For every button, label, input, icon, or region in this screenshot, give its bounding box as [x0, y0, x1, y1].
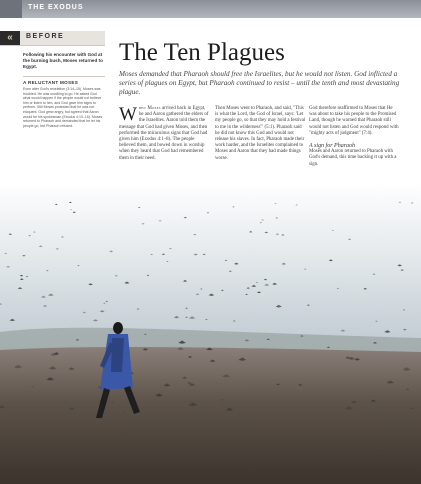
column-3-text-2: Moses and Aaron returned to Pharaoh with God's demand, this time backing it up with a sign. — [309, 149, 397, 167]
sidebar-reluctant — [23, 80, 105, 128]
article-column-3 — [309, 106, 400, 168]
header-tab — [0, 0, 22, 18]
article-column-2 — [215, 106, 306, 162]
locust-swarm-photo — [0, 182, 421, 484]
sidebar-divider — [23, 76, 105, 77]
before-label: BEFORE — [26, 33, 65, 40]
drop-cap: W — [119, 104, 137, 125]
article-column-1 — [119, 106, 210, 162]
header-bar — [0, 0, 421, 18]
photo-illustration — [0, 182, 421, 484]
chevron-left-icon: « — [0, 31, 20, 45]
standfirst: Moses demanded that Pharaoh should free the Israelites, but he would not listen. God inflicted a series of plagues on Egypt, but Pharaoh continued to resist – until the tenth and most devastating plague. — [119, 70, 400, 96]
section-title: THE EXODUS — [28, 4, 84, 11]
sidebar-intro: Following his encounter with God at the burning bush, Moses returned to Egypt. — [23, 52, 103, 69]
column-3-heading: A sign for Pharaoh — [309, 143, 356, 150]
column-2-text: Then Moses went to Pharaoh, and said, "This is what the Lord, the God of Israel, says: 'Let my people go, so that they may hold a festival to me in the wilderness'" (5:1). Pharaoh said he did not know this God and would not release his slaves. In fact, Pharaoh made their work harder, and the Israelites complained to Moses and Aaron that they had made things worse. — [215, 106, 306, 161]
sidebar-reluctant-body: Even after God's revelation (3:14–15), Moses was troubled. He was unwilling to go. He asked God what would happen if the people would not believe him or listen to him, and God gave him signs to perform. Still Moses protested that he was not eloquent. God grew angry, but agreed that Aaron would be his spokesman (Exodus 4:10–16). Moses returned to Pharaoh and demanded that he let his people go, but Pharaoh refused. — [23, 87, 103, 128]
sidebar-reluctant-heading: A RELUCTANT MOSES — [23, 80, 79, 85]
ground — [0, 347, 421, 484]
column-3-text: God therefore reaffirmed to Moses that He was about to take his people to the Promised Land, though he warned that Pharaoh still would not listen and God would respond with "mighty acts of judgment" (7:4). — [309, 106, 399, 136]
before-bar — [0, 31, 105, 46]
column-1-text: arrived back in Egypt, he and Aaron gathered the elders of the Israelites. Aaron told them the message that God had given Moses, and then performed the miraculous signs that God had given him (Exodus 4:1–8). The people believed them, and bowed down in worship when they heard that God had remembered them in their need. — [119, 106, 209, 161]
lead-in: hen Moses — [138, 106, 161, 111]
page-title: The Ten Plagues — [119, 39, 285, 66]
